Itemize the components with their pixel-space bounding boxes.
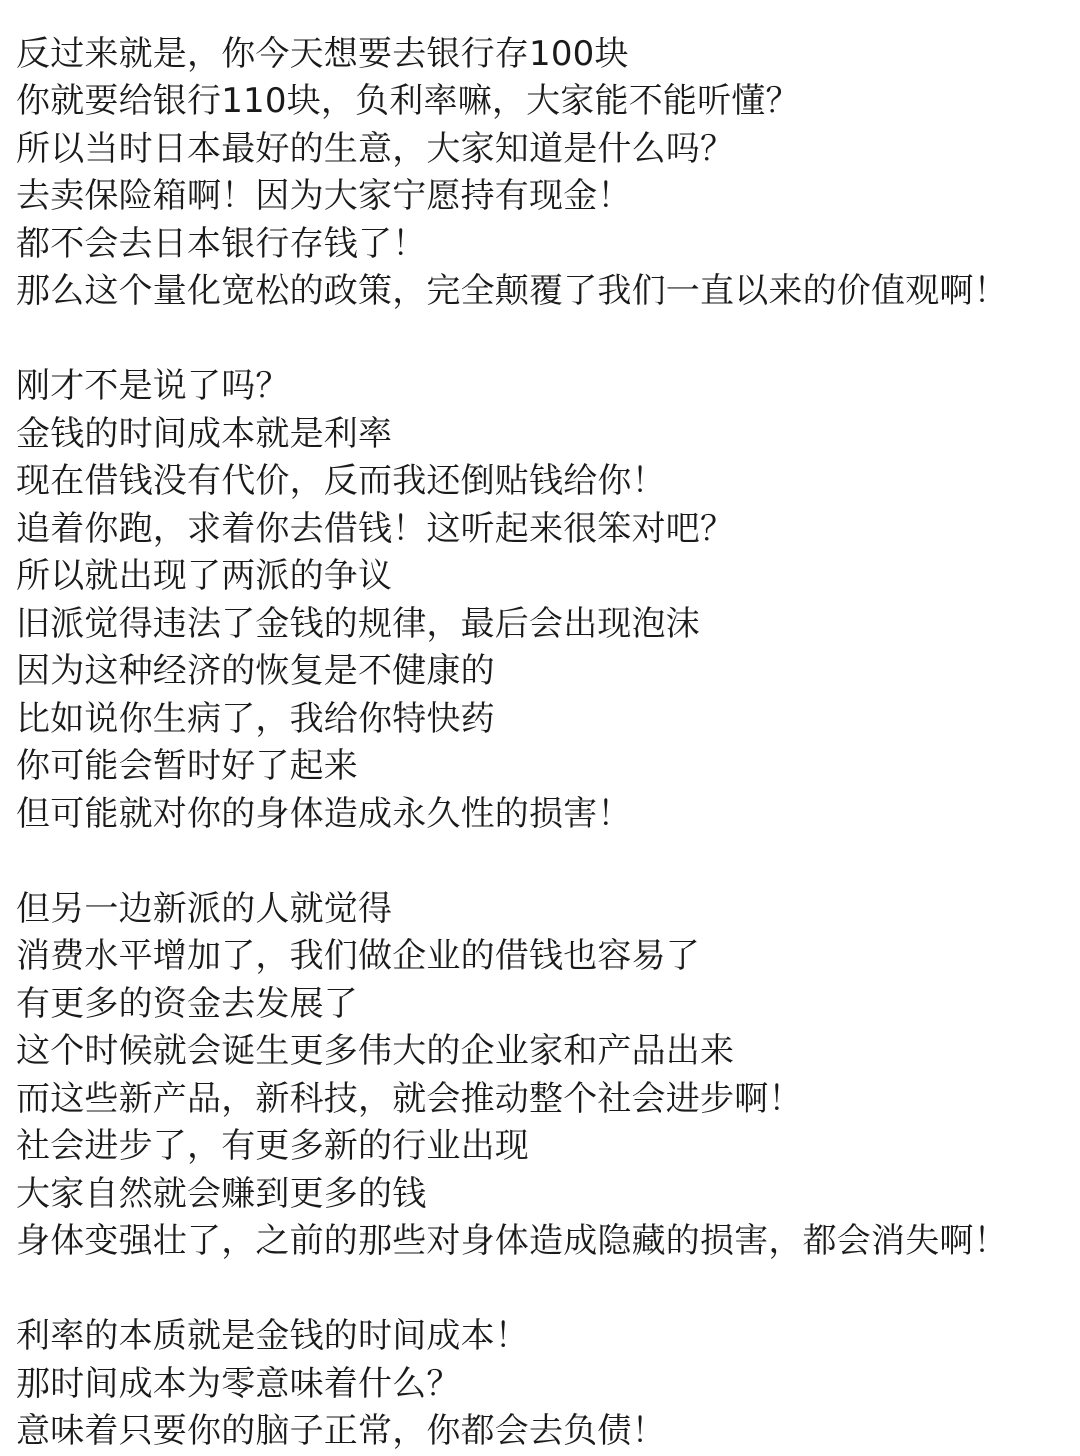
document-body [16,0,1076,1456]
text-line: 所以当时日本最好的生意，大家知道是什么吗？ [16,128,735,169]
text-line [16,0,1076,31]
paragraph-3 [16,886,1076,1266]
text-line: 大家自然就会赚到更多的钱 [16,1173,427,1214]
paragraph-gap [16,838,1076,886]
text-line: 去卖保险箱啊！因为大家宁愿持有现金！ [16,176,632,216]
text-line: 利率的本质就是金钱的时间成本！ [16,1316,529,1356]
text-line: 金钱的时间成本就是利率 [16,413,393,454]
text-line: 这个时候就会诞生更多伟大的企业家和产品出来 [16,1031,735,1071]
paragraph-1 [16,0,1076,316]
text-line: 刚才不是说了吗？ [16,366,290,406]
text-line: 因为这种经济的恢复是不健康的 [16,651,495,691]
text-line: 社会进步了，有更多新的行业出现 [16,1126,529,1166]
text-line: 那么这个量化宽松的政策，完全颠覆了我们一直以来的价值观啊！ [16,271,1008,311]
text-line: 有更多的资金去发展了 [16,983,358,1024]
text-line: 消费水平增加了，我们做企业的借钱也容易了 [16,936,700,976]
text-line: 身体变强壮了，之前的那些对身体造成隐藏的损害，都会消失啊！ [16,1221,1008,1261]
text-line: 而这些新产品，新科技，就会推动整个社会进步啊！ [16,1078,803,1119]
text-line: 但可能就对你的身体造成永久性的损害！ [16,793,632,834]
text-line: 你可能会暂时好了起来 [16,746,358,786]
text-line: 旧派觉得违法了金钱的规律，最后会出现泡沫 [16,603,700,644]
text-line: 现在借钱没有代价，反而我还倒贴钱给你！ [16,461,666,501]
paragraph-4 [16,1313,1076,1456]
paragraph-2 [16,363,1076,838]
text-line: 追着你跑，求着你去借钱！这听起来很笨对吧？ [16,508,735,549]
text-line: 你就要给银行110块，负利率嘛，大家能不能听懂？ [16,81,800,121]
paragraph-gap [16,316,1076,364]
paragraph-gap [16,1266,1076,1314]
text-line: 都不会去日本银行存钱了！ [16,223,427,264]
text-line: 所以就出现了两派的争议 [16,556,393,596]
text-line: 意味着只要你的脑子正常，你都会去负债！ [16,1411,666,1451]
text-line: 但另一边新派的人就觉得 [16,888,393,929]
text-line: 那时间成本为零意味着什么？ [16,1363,461,1404]
text-line: 反过来就是，你今天想要去银行存100块 [16,33,629,74]
text-line: 比如说你生病了，我给你特快药 [16,698,495,739]
